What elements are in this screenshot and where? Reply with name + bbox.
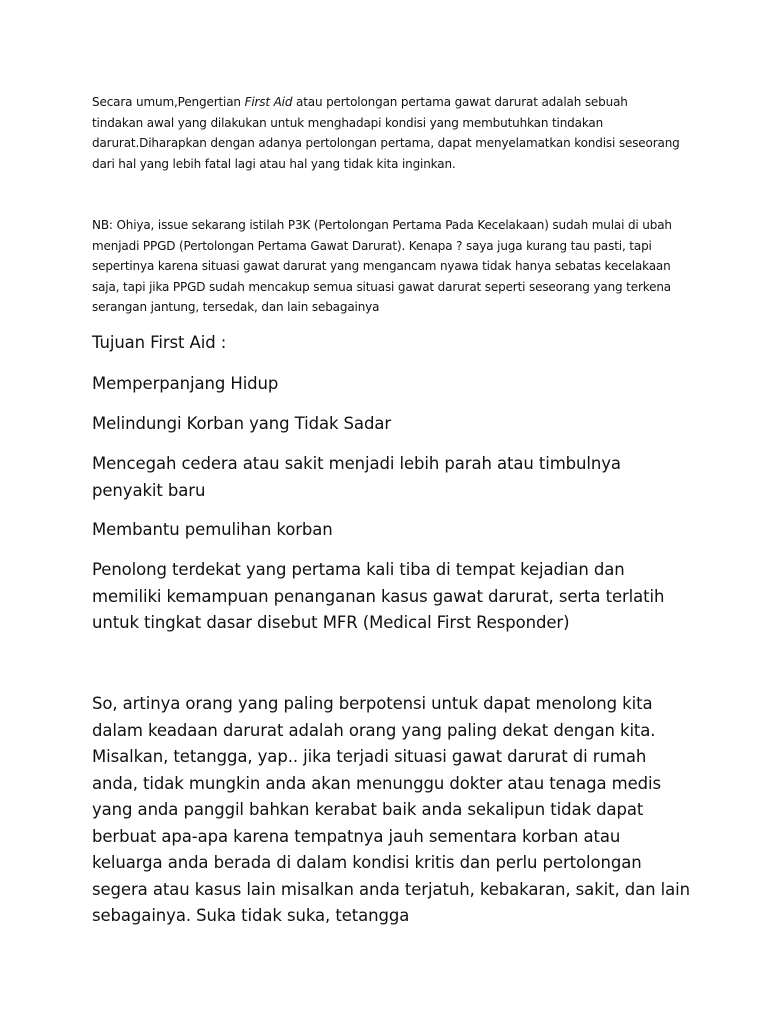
tujuan-item: Memperpanjang Hidup [92, 374, 279, 393]
tujuan-item: Mencegah cedera atau sakit menjadi lebih parah atau timbulnya penyakit baru [92, 454, 621, 500]
tujuan-item: Membantu pemulihan korban [92, 520, 333, 539]
tujuan-item: Melindungi Korban yang Tidak Sadar [92, 414, 392, 433]
note-paragraph: NB: Ohiya, issue sekarang istilah P3K (Pertolongan Pertama Pada Kecelakaan) sudah mulai di ubah menjadi PPGD (Pertolongan Pertama Gawat Darurat). Kenapa ? saya juga kurang tau pasti, tapi sepertinya karena situasi gawat darurat yang mengancam nyawa tidak hanya sebatas kecelakaan saja, tapi jika PPGD sudah mencakup semua situasi gawat darurat seperti seseorang yang terkena serangan jantung, tersedak, dan lain sebagainya [92, 218, 672, 314]
first-aid-term: First Aid [244, 95, 293, 109]
tujuan-heading: Tujuan First Aid : [92, 333, 227, 352]
intro-text-rest: atau pertolongan pertama gawat darurat adalah sebuah tindakan awal yang dilakukan untuk menghadapi kondisi yang membutuhkan tindakan darurat.Diharapkan dengan adanya pertolongan pertama, dapat menyelamatkan kondisi seseorang dari hal yang lebih fatal lagi atau hal yang tidak kita inginkan. [92, 95, 680, 171]
mfr-paragraph: Penolong terdekat yang pertama kali tiba di tempat kejadian dan memiliki kemampuan penanganan kasus gawat darurat, serta terlatih untuk tingkat dasar disebut MFR (Medical First Responder) [92, 560, 665, 632]
so-paragraph: So, artinya orang yang paling berpotensi untuk dapat menolong kita dalam keadaan darurat adalah orang yang paling dekat dengan kita. Misalkan, tetangga, yap.. jika terjadi situasi gawat darurat di rumah anda, tidak mungkin anda akan menunggu dokter atau tenaga medis yang anda panggil bahkan kerabat baik anda sekalipun tidak dapat berbuat apa-apa karena tempatnya jauh sementara korban atau keluarga anda berada di dalam kondisi kritis dan perlu pertolongan segera atau kasus lain misalkan anda terjatuh, kebakaran, sakit, dan lain sebagainya. Suka tidak suka, tetangga [92, 694, 691, 925]
intro-text-start: Secara umum,Pengertian [92, 95, 245, 109]
intro-paragraph [92, 92, 682, 174]
